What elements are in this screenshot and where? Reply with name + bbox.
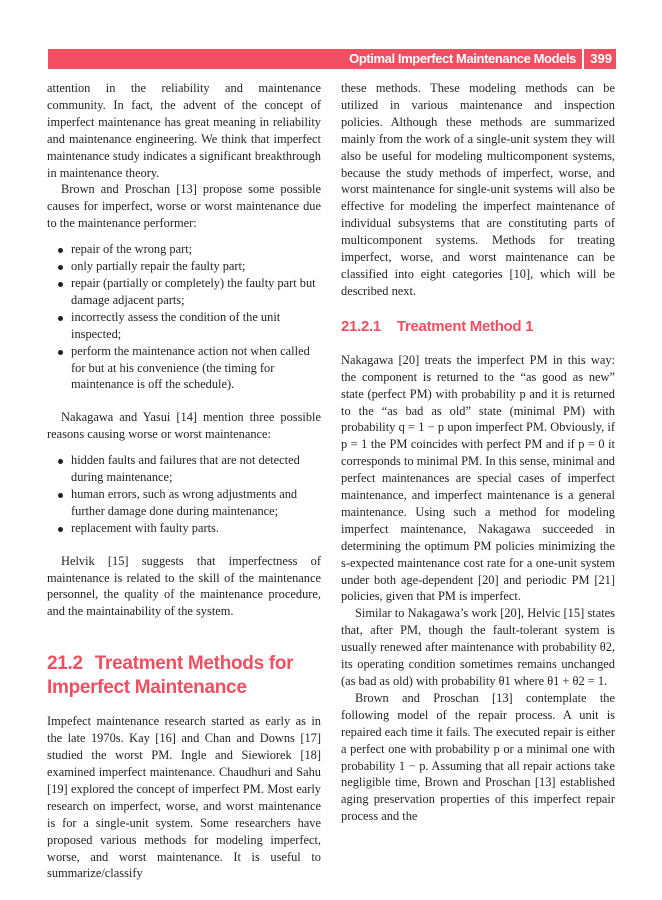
right-column	[341, 80, 615, 825]
section-heading	[47, 652, 321, 700]
subsection-title: Treatment Method 1	[396, 317, 534, 335]
bullet-icon	[58, 248, 63, 253]
running-header	[48, 49, 616, 69]
bullet-icon	[58, 527, 63, 532]
list-item: perform the maintenance action not when called for but at his convenience (the timing for maintenance is off the schedule).	[47, 343, 321, 394]
bullet-icon	[58, 493, 63, 498]
section-title: Treatment Methods for Imperfect Maintenance	[47, 653, 294, 699]
paragraph: Nakagawa [20] treats the imperfect PM in this way: the component is returned to the “as good as new” state (perfect PM) with probability p and it is returned to the “as bad as old” state (minimal PM) with probability q = 1 − p upon imperfect PM. Obviously, if p = 1 the PM coincides with perfect PM and if p = 0 it corresponds to minimal PM. In this sense, minimal and perfect maintenances are special cases of imperfect maintenance, and imperfect maintenance is a general maintenance. Using such a method for modeling imperfect maintenance, Nakagawa succeeded in determining the optimum PM policies minimizing the s-expected maintenance cost rate for a one-unit system under both age-dependent [20] and periodic PM [21] policies, given that PM is imperfect.	[341, 352, 615, 604]
paragraph: attention in the reliability and maintenance community. In fact, the advent of the concept of imperfect maintenance has great meaning in reliability and maintenance engineering. We think that imperfect maintenance study indicates a significant breakthrough in maintenance theory.	[47, 81, 321, 180]
left-column	[47, 80, 321, 882]
list-item: hidden faults and failures that are not detected during maintenance;	[47, 452, 321, 486]
list-item: repair of the wrong part;	[47, 241, 321, 258]
bullet-icon	[58, 350, 63, 355]
bullet-icon	[58, 316, 63, 321]
paragraph: Helvik [15] suggests that imperfectness of maintenance is related to the skill of the maintenance personnel, the quality of the maintenance procedure, and the maintainability of the system.	[47, 553, 321, 619]
paragraph: Impefect maintenance research started as early as in the late 1970s. Kay [16] and Chan and Downs [17] studied the worst PM. Ingle and Siewiorek [18] examined imperfect maintenance. Chaudhuri and Sahu [19] explored the concept of imperfect PM. Most early research on imperfect, worse, and worst maintenance is for a single-unit system. Some researchers have proposed various methods for modeling imperfect, worse, and worst maintenance. It is useful to summarize/classify	[47, 714, 321, 881]
paragraph: Similar to Nakagawa’s work [20], Helvic [15] states that, after PM, though the fault-tolerant system is usually renewed after maintenance with probability θ2, its operating condition sometimes remains unchanged (as bad as old) with probability θ1 where θ1 + θ2 = 1.	[341, 606, 615, 688]
bullet-list	[47, 452, 321, 537]
header-divider	[582, 49, 584, 69]
subsection-number: 21.2.1	[341, 317, 381, 335]
section-number: 21.2	[47, 653, 83, 675]
subsection-heading	[341, 317, 615, 337]
list-item: human errors, such as wrong adjustments and further damage done during maintenance;	[47, 486, 321, 520]
list-item: repair (partially or completely) the faulty part but damage adjacent parts;	[47, 275, 321, 309]
paragraph: Brown and Proschan [13] propose some possible causes for imperfect, worse or worst maintenance due to the maintenance performer:	[47, 182, 321, 231]
list-item: only partially repair the faulty part;	[47, 258, 321, 275]
page-number: 399	[590, 51, 612, 66]
paragraph: Brown and Proschan [13] contemplate the following model of the repair process. A unit is repaired each time it fails. The executed repair is either a perfect one with probability p or a minimal one with probability 1 − p. Assuming that all repair actions take negligible time, Brown and Proschan [13] established aging preservation properties of this imperfect repair process and the	[341, 690, 615, 824]
bullet-icon	[58, 265, 63, 270]
bullet-icon	[58, 282, 63, 287]
list-item: incorrectly assess the condition of the unit inspected;	[47, 309, 321, 343]
bullet-list	[47, 241, 321, 393]
running-header-title: Optimal Imperfect Maintenance Models	[349, 51, 576, 66]
bullet-icon	[58, 459, 63, 464]
list-item: replacement with faulty parts.	[47, 520, 321, 537]
paragraph: these methods. These modeling methods can be utilized in various maintenance and inspection policies. Although these methods are summarized mainly from the work of a single-unit system they will also be useful for modeling multicomponent systems, because the study methods of imperfect, worse, and worst maintenance for single-unit systems will also be effective for modeling the imperfect maintenance of individual subsystems that are constituting parts of multicomponent systems. Methods for treating imperfect, worse, and worst maintenance can be classified into eight categories [10], which will be described next.	[341, 81, 615, 298]
paragraph: Nakagawa and Yasui [14] mention three possible reasons causing worse or worst maintenance:	[47, 410, 321, 442]
